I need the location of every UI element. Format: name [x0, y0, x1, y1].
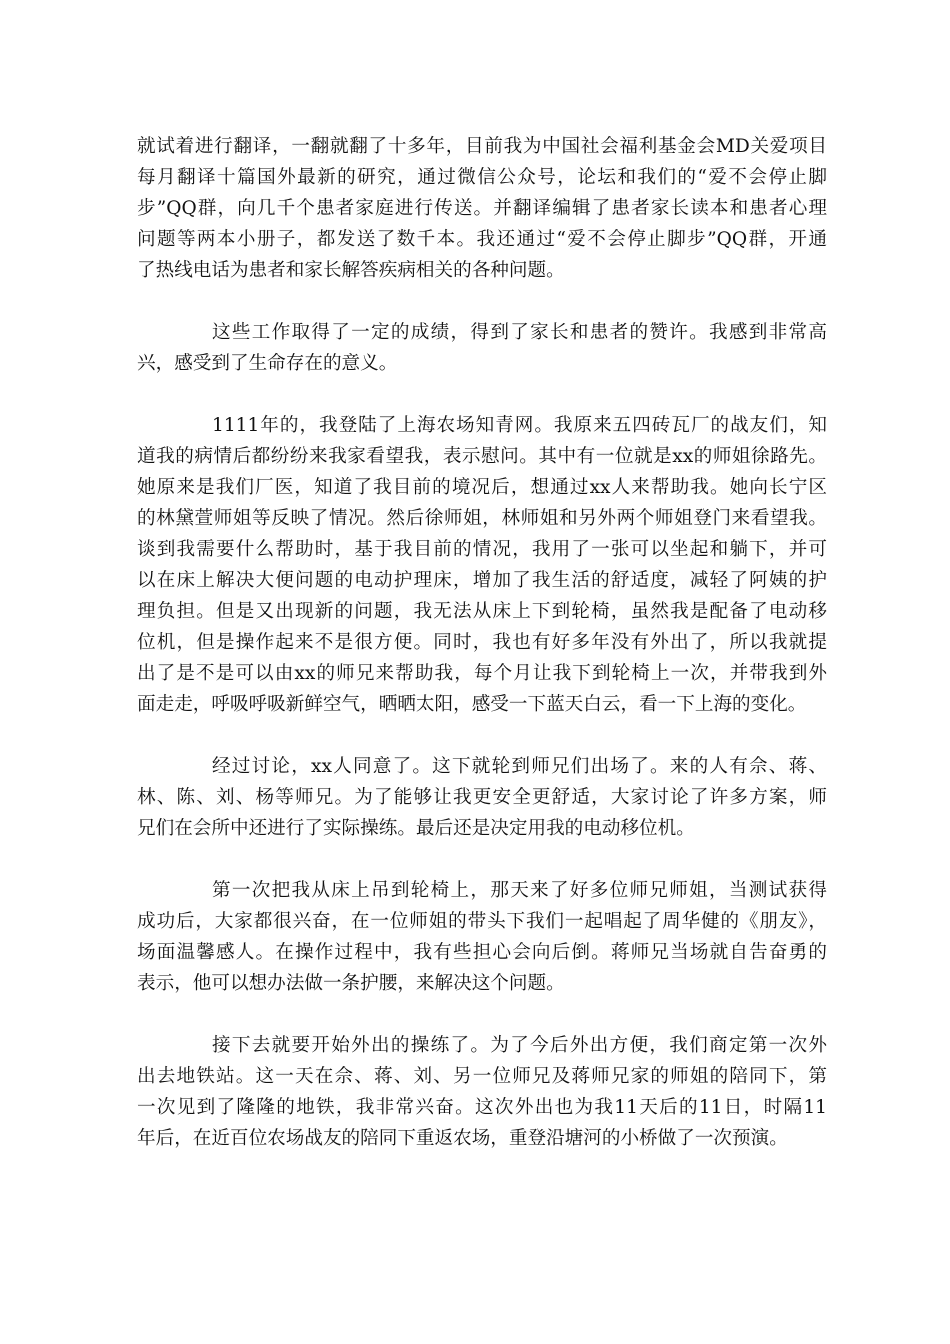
paragraph-2: [137, 317, 827, 379]
text-line: 林、陈、刘、杨等师兄。为了能够让我更安全更舒适，大家讨论了许多方案，师: [137, 787, 827, 808]
document-page: [137, 131, 827, 1185]
text-line: 场面温馨感人。在操作过程中，我有些担心会向后倒。蒋师兄当场就自告奋勇的: [137, 942, 827, 963]
text-line: 理负担。但是又出现新的问题，我无法从床上下到轮椅，虽然我是配备了电动移: [137, 601, 827, 622]
text-line: 出去地铁站。这一天在佘、蒋、刘、另一位师兄及蒋师兄家的师姐的陪同下，第: [137, 1066, 827, 1087]
text-line: 道我的病情后都纷纷来我家看望我，表示慰问。其中有一位就是xx的师姐徐路先。: [137, 446, 827, 467]
text-line: 位机，但是操作起来不是很方便。同时，我也有好多年没有外出了，所以我就提: [137, 632, 827, 653]
paragraph-5: [137, 875, 827, 999]
paragraph-4: [137, 751, 827, 844]
text-line: 成功后，大家都很兴奋，在一位师姐的带头下我们一起唱起了周华健的《朋友》，: [137, 911, 827, 932]
text-line: 兴，感受到了生命存在的意义。: [137, 353, 398, 374]
text-line: 接下去就要开始外出的操练了。为了今后外出方便，我们商定第一次外: [212, 1035, 827, 1056]
text-line: 表示，他可以想办法做一条护腰，来解决这个问题。: [137, 973, 565, 994]
text-line: 经过讨论，xx人同意了。这下就轮到师兄们出场了。来的人有佘、蒋、: [212, 756, 827, 777]
text-line: 这些工作取得了一定的成绩，得到了家长和患者的赞许。我感到非常高: [212, 322, 827, 343]
text-line: 问题等两本小册子，都发送了数千本。我还通过“爱不会停止脚步”QQ群，开通: [137, 229, 827, 250]
text-line: 步”QQ群，向几千个患者家庭进行传送。并翻译编辑了患者家长读本和患者心理: [137, 198, 827, 219]
text-line: 的林黛萱师姐等反映了情况。然后徐师姐，林师姐和另外两个师姐登门来看望我。: [137, 508, 827, 529]
text-line: 一次见到了隆隆的地铁，我非常兴奋。这次外出也为我11天后的11日，时隔11: [137, 1097, 827, 1118]
text-line: 谈到我需要什么帮助时，基于我目前的情况，我用了一张可以坐起和躺下，并可: [137, 539, 827, 560]
text-line: 了热线电话为患者和家长解答疾病相关的各种问题。: [137, 260, 565, 281]
text-line: 就试着进行翻译，一翻就翻了十多年，目前我为中国社会福利基金会MD关爱项目: [137, 136, 827, 157]
text-line: 面走走，呼吸呼吸新鲜空气，晒晒太阳，感受一下蓝天白云，看一下上海的变化。: [137, 694, 807, 715]
text-line: 1111年的，我登陆了上海农场知青网。我原来五四砖瓦厂的战友们，知: [212, 415, 827, 436]
text-line: 出了是不是可以由xx的师兄来帮助我，每个月让我下到轮椅上一次，并带我到外: [137, 663, 827, 684]
text-line: 年后，在近百位农场战友的陪同下重返农场，重登沿塘河的小桥做了一次预演。: [137, 1128, 788, 1149]
text-line: 第一次把我从床上吊到轮椅上，那天来了好多位师兄师姐，当测试获得: [212, 880, 827, 901]
text-line: 以在床上解决大便问题的电动护理床，增加了我生活的舒适度，减轻了阿姨的护: [137, 570, 827, 591]
text-line: 兄们在会所中还进行了实际操练。最后还是决定用我的电动移位机。: [137, 818, 695, 839]
paragraph-6: [137, 1030, 827, 1154]
paragraph-3: [137, 410, 827, 720]
paragraph-1: [137, 131, 827, 286]
text-line: 每月翻译十篇国外最新的研究，通过微信公众号，论坛和我们的“爱不会停止脚: [137, 167, 827, 188]
text-line: 她原来是我们厂医，知道了我目前的境况后，想通过xx人来帮助我。她向长宁区: [137, 477, 827, 498]
